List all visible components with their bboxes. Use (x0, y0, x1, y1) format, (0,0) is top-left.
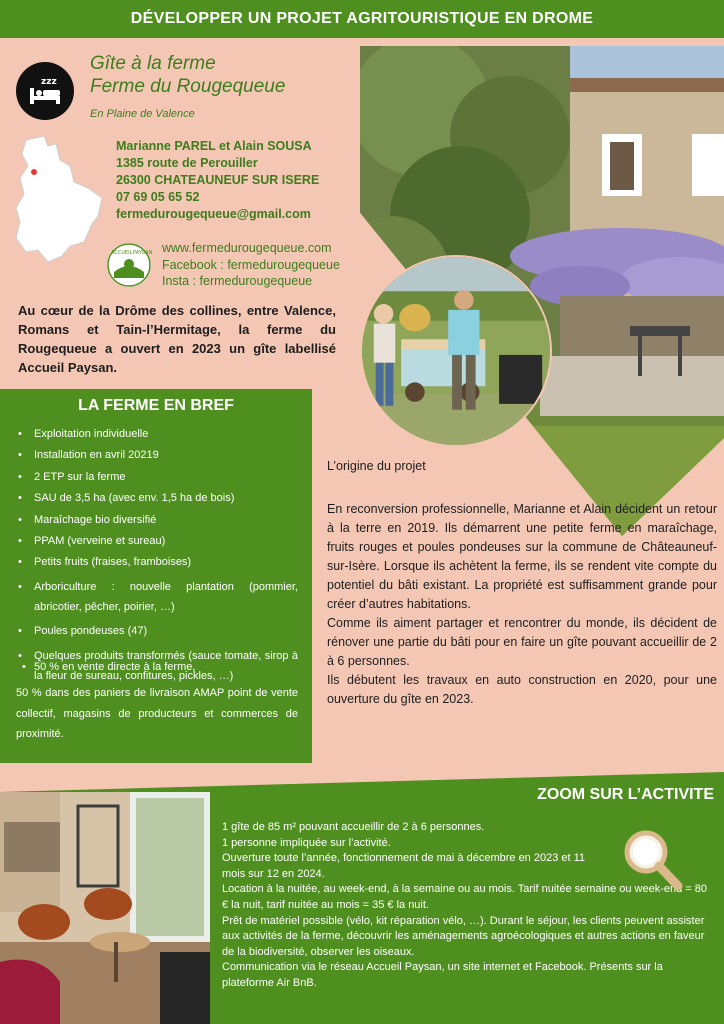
accueil-paysan-logo (106, 242, 152, 288)
svg-text:zzz: zzz (41, 77, 57, 87)
web-links (162, 240, 362, 290)
list-item: • Quelques produits transformés (sauce tomate, sirop à la fleur de sureau, confitures, pickles, …) (16, 646, 298, 686)
email-address[interactable]: fermedurougequeue@gmail.com (116, 207, 311, 221)
gite-location: En Plaine de Valence (90, 108, 195, 120)
origin-paragraph: Ils débutent les travaux en auto construction en 2020, pour une ouverture du gîte en 2023. (327, 673, 717, 706)
activity-paragraph: Communication via le réseau Accueil Paysan, un site internet et Facebook. Présents sur la plateforme Air BnB. (222, 961, 663, 989)
origin-paragraph: Comme ils aiment partager et rencontrer du monde, ils décident de rénover une partie du bâti pour en faire un gîte pouvant accueillir de 2 à 6 personnes. (327, 616, 717, 668)
origin-title: L’origine du projet (327, 459, 426, 473)
contact-block (116, 138, 356, 223)
list-item: • Exploitation individuelle (16, 427, 298, 441)
activity-paragraph: Prêt de matériel possible (vélo, kit réparation vélo, …). Durant le séjour, les clients peuvent assister aux activités de la ferme, découvrir les aménagements agroécologiques et autres actions en faveur de la biodiversité, observer les oiseaux. (222, 914, 705, 958)
website-link[interactable]: www.fermedurougequeue.com (162, 241, 332, 255)
activity-paragraph: Location à la nuitée, au week-end, à la semaine ou au mois. Tarif nuitée semaine ou week-end = 80 € la nuit, tarif nuitée au mois = 35 € la nuit. (222, 883, 708, 911)
accueil-logo-top: ACCUEIL (111, 250, 133, 256)
origin-text (327, 500, 717, 709)
address-line2: 26300 CHATEAUNEUF SUR ISERE (116, 173, 320, 187)
activity-paragraph: Ouverture toute l’année, fonctionnement de mai à décembre en 2023 et 11 mois sur 12 en 2024. (222, 852, 586, 880)
farm-summary-extra: 50 % dans des paniers de livraison AMAP point de vente collectif, magasins de producteurs et commerces de proximité. (16, 687, 298, 740)
header-banner (0, 0, 724, 38)
list-item: • Installation en avril 20219 (16, 448, 298, 462)
interior-photo (0, 792, 210, 1024)
owner-names: Marianne PAREL et Alain SOUSA (116, 139, 312, 153)
origin-paragraph: En reconversion professionnelle, Marianne et Alain décident un retour à la terre en 2019. Ils démarrent une petite ferme en maraîchage, fruits rouges et poules pondeuses sur la commune de Châteauneuf-sur-Isère. Lorsque ils achètent la ferme, ils se rendent vite compte du potentiel du bâti existant. La propriété est suffisamment grande pour créer d’autres habitations. (327, 502, 717, 611)
list-item: • PPAM (verveine et sureau) (16, 534, 298, 548)
farmers-photo (360, 255, 552, 447)
farm-summary-title: LA FERME EN BREF (78, 397, 234, 414)
header-title: DÉVELOPPER UN PROJET AGRITOURISTIQUE EN DROME (130, 10, 594, 27)
list-item: • Arboriculture : nouvelle plantation (pommier, abricotier, pêcher, poirier, …) (16, 577, 298, 617)
phone-number: 07 69 05 65 52 (116, 190, 200, 204)
gite-title-block (90, 52, 350, 120)
list-item: • Maraîchage bio diversifié (16, 513, 298, 527)
farm-summary-list (16, 427, 298, 693)
gite-title-line2: Ferme du Rougequeue (90, 76, 286, 97)
instagram-link[interactable]: Insta : fermedurougequeue (162, 274, 313, 288)
address-line1: 1385 route de Perouiller (116, 156, 258, 170)
list-item: • Poules pondeuses (47) (16, 624, 298, 638)
farm-summary-panel (0, 389, 312, 763)
facebook-link[interactable]: Facebook : fermedurougequeue (162, 257, 340, 272)
magnifier-icon (618, 826, 688, 896)
list-item: • Petits fruits (fraises, framboises) (16, 555, 298, 569)
activity-title: ZOOM SUR L’ACTIVITE (537, 786, 714, 803)
accueil-logo-right: PAYSAN (133, 250, 152, 256)
activity-paragraph: 1 gîte de 85 m² pouvant accueillir de 2 à 6 personnes. (222, 821, 485, 833)
activity-paragraph: 1 personne impliquée sur l’activité. (222, 836, 391, 849)
list-item: • SAU de 3,5 ha (avec env. 1,5 ha de bois) (16, 491, 298, 505)
drome-map-icon (12, 132, 107, 267)
farm-summary-sales: • 50 % en vente directe à la ferme, (16, 660, 298, 674)
gite-title-line1: Gîte à la ferme (90, 53, 216, 74)
intro-paragraph: Au cœur de la Drôme des collines, entre Valence, Romans et Tain-l’Hermitage, la ferme du Rougequeue a ouvert en 2023 un gîte labellisé Accueil Paysan. (18, 303, 336, 375)
bed-icon (16, 62, 74, 120)
list-item: • 2 ETP sur la ferme (16, 470, 298, 484)
